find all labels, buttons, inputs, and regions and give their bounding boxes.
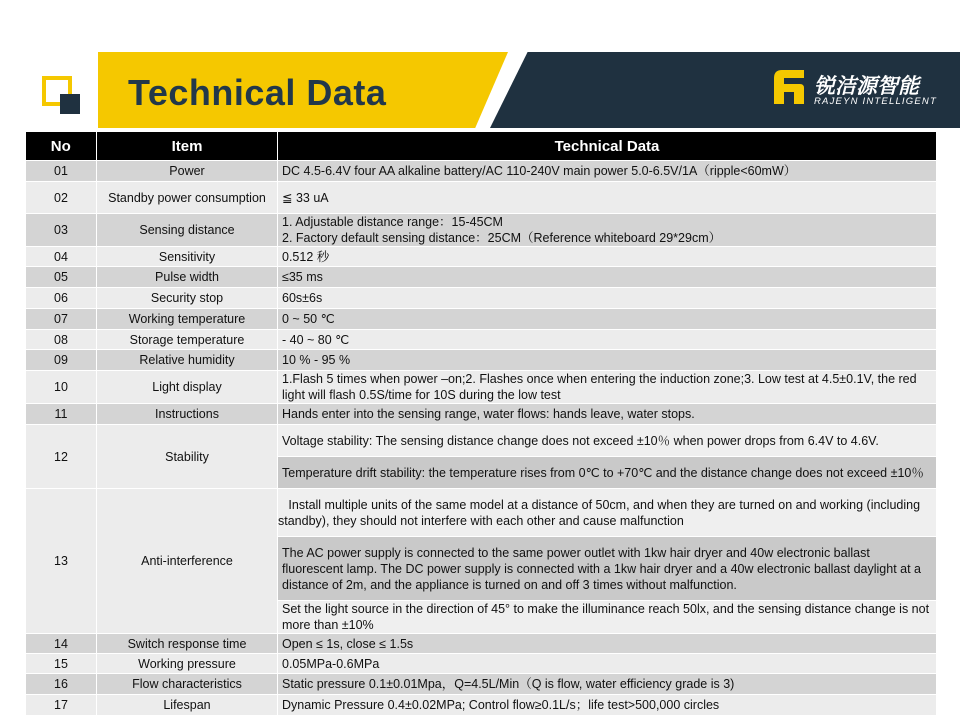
cell-data: 0 ~ 50 ℃ bbox=[278, 309, 937, 330]
table-row bbox=[26, 182, 937, 214]
section-square-inner-icon bbox=[60, 94, 80, 114]
cell-data: Install multiple units of the same model at a distance of 50cm, and when they are turned on and working (including standby), they should not interfere with each other and cause malfunction bbox=[278, 489, 937, 537]
cell-item: Storage temperature bbox=[97, 330, 278, 350]
cell-data: 1.Flash 5 times when power –on;2. Flashes once when entering the induction zone;3. Low test at 4.5±0.1V, the red light will flash 0.5S/time for 10S during the low test bbox=[278, 371, 937, 404]
cell-item: Sensing distance bbox=[97, 214, 278, 247]
cell-data: 0.05MPa-0.6MPa bbox=[278, 654, 937, 674]
cell-no: 12 bbox=[26, 425, 97, 489]
cell-data: Open ≤ 1s, close ≤ 1.5s bbox=[278, 634, 937, 654]
cell-no: 06 bbox=[26, 288, 97, 309]
cell-item: Working temperature bbox=[97, 309, 278, 330]
cell-data: Temperature drift stability: the temperature rises from 0℃ to +70℃ and the distance change does not exceed ±10％ bbox=[278, 457, 937, 489]
cell-data: 10 % - 95 % bbox=[278, 350, 937, 371]
cell-no: 11 bbox=[26, 404, 97, 425]
column-header-item: Item bbox=[97, 132, 278, 161]
cell-no: 13 bbox=[26, 489, 97, 634]
cell-item: Relative humidity bbox=[97, 350, 278, 371]
table-row bbox=[26, 330, 937, 350]
cell-data: 0.512 秒 bbox=[278, 247, 937, 267]
cell-data: ≤35 ms bbox=[278, 267, 937, 288]
table-row bbox=[26, 654, 937, 674]
data-line: 1. Adjustable distance range：15-45CM bbox=[282, 215, 503, 229]
column-header-no: No bbox=[26, 132, 97, 161]
table-row bbox=[26, 371, 937, 404]
cell-no: 01 bbox=[26, 161, 97, 182]
cell-data: - 40 ~ 80 ℃ bbox=[278, 330, 937, 350]
cell-data bbox=[278, 214, 937, 247]
cell-no: 17 bbox=[26, 695, 97, 716]
table-row bbox=[26, 267, 937, 288]
table-row bbox=[26, 489, 937, 537]
cell-data: 60s±6s bbox=[278, 288, 937, 309]
cell-data: DC 4.5-6.4V four AA alkaline battery/AC 110-240V main power 5.0-6.5V/1A（ripple<60mW） bbox=[278, 161, 937, 182]
cell-no: 03 bbox=[26, 214, 97, 247]
cell-item: Switch response time bbox=[97, 634, 278, 654]
cell-no: 04 bbox=[26, 247, 97, 267]
cell-item: Instructions bbox=[97, 404, 278, 425]
cell-item: Security stop bbox=[97, 288, 278, 309]
cell-no: 16 bbox=[26, 674, 97, 695]
cell-no: 02 bbox=[26, 182, 97, 214]
column-header-technical-data: Technical Data bbox=[278, 132, 937, 161]
cell-no: 10 bbox=[26, 371, 97, 404]
table-row bbox=[26, 350, 937, 371]
table-row bbox=[26, 247, 937, 267]
cell-data: The AC power supply is connected to the same power outlet with 1kw hair dryer and 40w electronic ballast fluorescent lamp. The DC power supply is connected with a 1kw hair dryer and a 40w electronic ballast daylight at a distance of 2m, and the appliance is turned on and off 3 times without malfunction. bbox=[278, 537, 937, 601]
table-row bbox=[26, 214, 937, 247]
cell-item: Standby power consumption bbox=[97, 182, 278, 214]
table-row bbox=[26, 161, 937, 182]
cell-data: Set the light source in the direction of 45° to make the illuminance reach 50lx, and the sensing distance change is not more than ±10% bbox=[278, 601, 937, 634]
table-row bbox=[26, 634, 937, 654]
cell-data: Hands enter into the sensing range, water flows: hands leave, water stops. bbox=[278, 404, 937, 425]
cell-item: Pulse width bbox=[97, 267, 278, 288]
brand-name-en: RAJEYN INTELLIGENT bbox=[814, 96, 937, 107]
cell-data: ≦ 33 uA bbox=[278, 182, 937, 214]
table-row bbox=[26, 288, 937, 309]
table-row bbox=[26, 425, 937, 457]
data-line: 2. Factory default sensing distance：25CM（Reference whiteboard 29*29cm） bbox=[282, 231, 722, 245]
cell-item: Working pressure bbox=[97, 654, 278, 674]
cell-data: Voltage stability: The sensing distance change does not exceed ±10％ when power drops from 6.4V to 4.6V. bbox=[278, 425, 937, 457]
cell-no: 15 bbox=[26, 654, 97, 674]
cell-no: 14 bbox=[26, 634, 97, 654]
table-row bbox=[26, 309, 937, 330]
table-header-row bbox=[26, 132, 937, 161]
cell-item: Sensitivity bbox=[97, 247, 278, 267]
table-row bbox=[26, 695, 937, 716]
cell-data: Static pressure 0.1±0.01Mpa，Q=4.5L/Min（Q is flow, water efficiency grade is 3) bbox=[278, 674, 937, 695]
cell-no: 05 bbox=[26, 267, 97, 288]
brand-r-icon bbox=[772, 68, 806, 106]
cell-item: Power bbox=[97, 161, 278, 182]
cell-no: 07 bbox=[26, 309, 97, 330]
cell-data: Dynamic Pressure 0.4±0.02MPa; Control flow≥0.1L/s；life test>500,000 circles bbox=[278, 695, 937, 716]
cell-item: Light display bbox=[97, 371, 278, 404]
cell-no: 08 bbox=[26, 330, 97, 350]
page-title: Technical Data bbox=[128, 72, 387, 113]
cell-no: 09 bbox=[26, 350, 97, 371]
table-row bbox=[26, 404, 937, 425]
technical-data-table bbox=[25, 132, 937, 716]
cell-item: Stability bbox=[97, 425, 278, 489]
cell-item: Lifespan bbox=[97, 695, 278, 716]
cell-item: Anti-interference bbox=[97, 489, 278, 634]
brand-name-cn: 锐洁源智能 bbox=[814, 74, 919, 98]
table-row bbox=[26, 674, 937, 695]
cell-item: Flow characteristics bbox=[97, 674, 278, 695]
